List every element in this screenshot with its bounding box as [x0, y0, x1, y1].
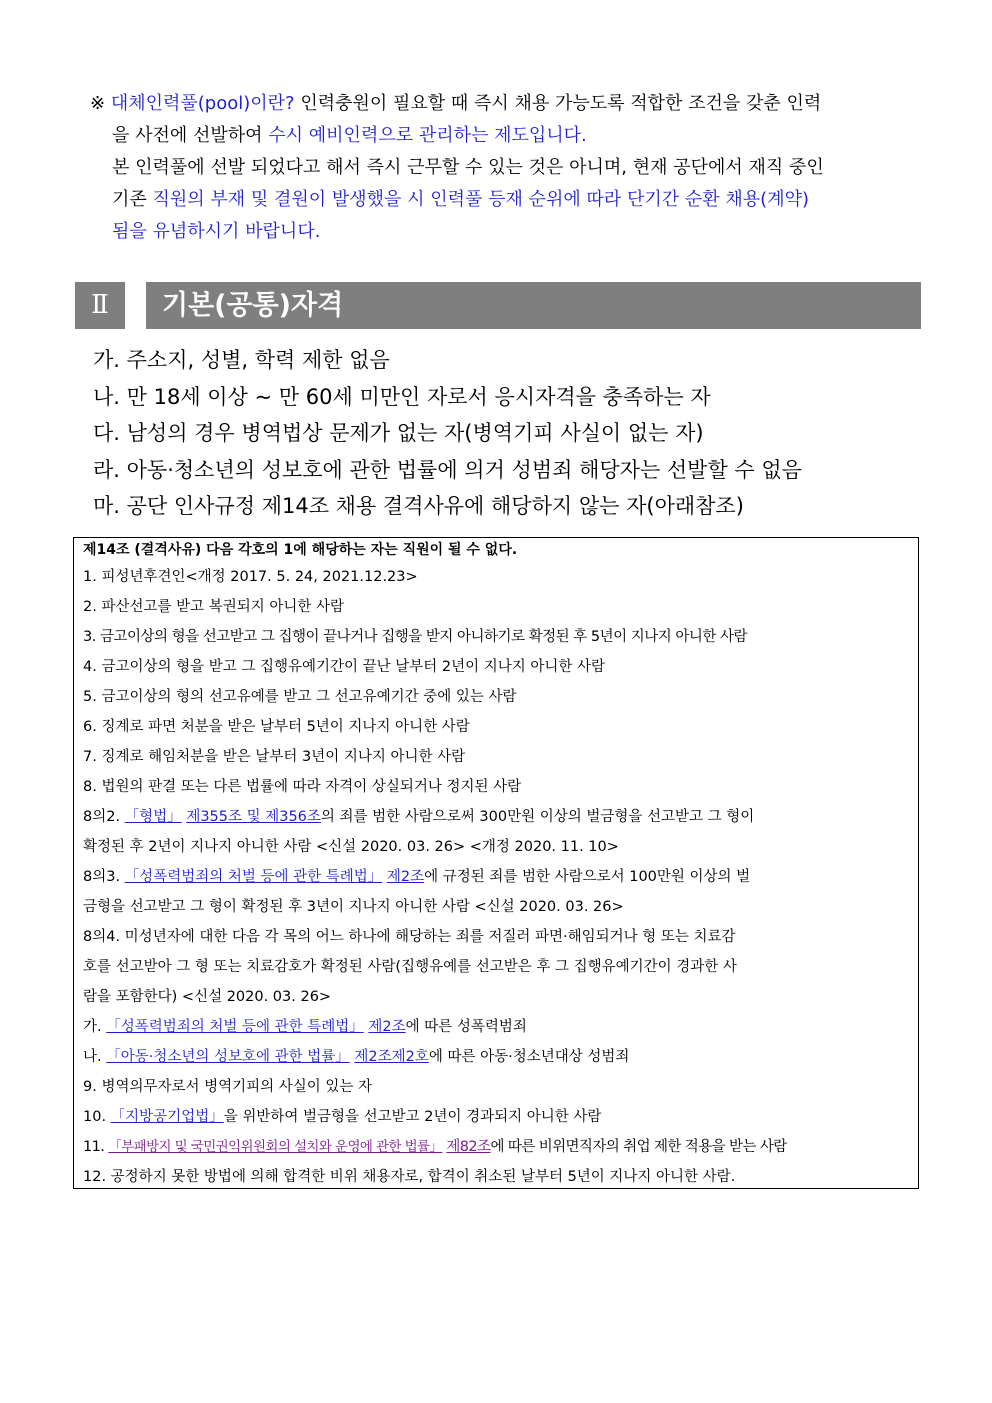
pool-notice [90, 88, 926, 248]
article-link-2[interactable]: 제2조 [386, 869, 425, 885]
disqualification-item: 8. 법원의 판결 또는 다른 법률에 따라 자격이 상실되거나 정지된 사람 [83, 779, 522, 795]
law-link-sexual-violence-act[interactable]: 「성폭력범죄의 처벌 등에 관한 특례법」 [106, 1019, 364, 1035]
sub-item-ga: 가. 「성폭력범죄의 처벌 등에 관한 특례법」 제2조에 따른 성폭력범죄 [83, 1019, 527, 1035]
notice-line-3: 본 인력풀에 선발 되었다고 해서 즉시 근무할 수 있는 것은 아니며, 현재 공단에서 재직 중인 [112, 157, 824, 178]
disqualification-item: 2. 파산선고를 받고 복권되지 아니한 사람 [83, 599, 344, 615]
disqualification-item: 5. 금고이상의 형의 선고유예를 받고 그 선고유예기간 중에 있는 사람 [83, 689, 517, 705]
section-title: 기본(공통)자격 [146, 282, 921, 329]
disqualification-item: 9. 병역의무자로서 병역기피의 사실이 있는 자 [83, 1079, 373, 1095]
law-link-youth-protection-act[interactable]: 「아동·청소년의 성보호에 관한 법률」 [106, 1049, 350, 1065]
qualification-item: 가. 주소지, 성별, 학력 제한 없음 [93, 348, 390, 372]
disqualification-item: 3. 금고이상의 형을 선고받고 그 집행이 끝나거나 집행을 받지 아니하기로 확정된 후 5년이 지나지 아니한 사람 [83, 629, 747, 645]
disqualification-item-8-3: 8의3. 「성폭력범죄의 처벌 등에 관한 특례법」 제2조에 규정된 죄를 범한 사람으로서 100만원 이상의 벌 [83, 869, 751, 885]
disqualification-item-11: 11. 「부패방지 및 국민권익위원회의 설치와 운영에 관한 법률」 제82조에 따른 비위면직자의 취업 제한 적용을 받는 사람 [83, 1139, 787, 1155]
article-link-2[interactable]: 제2조 [368, 1019, 406, 1035]
disqualification-item-8-2: 8의2. 「형법」 제355조 및 제356조의 죄를 범한 사람으로써 300만원 이상의 벌금형을 선고받고 그 형이 [83, 809, 755, 825]
article-link-82[interactable]: 제82조 [446, 1139, 491, 1155]
notice-line-1: ※ 대체인력풀(pool)이란? 인력충원이 필요할 때 즉시 채용 가능도록 적합한 조건을 갖춘 인력 [90, 93, 822, 114]
disqualification-item-8-4-cont: 람을 포함한다) <신설 2020. 03. 26> [83, 989, 332, 1005]
qualification-item: 라. 아동·청소년의 성보호에 관한 법률에 의거 성범죄 해당자는 선발할 수 없음 [93, 457, 802, 482]
qualification-item: 마. 공단 인사규정 제14조 채용 결격사유에 해당하지 않는 자(아래참조) [93, 494, 744, 518]
disqualification-item-8-4: 8의4. 미성년자에 대한 다음 각 목의 어느 하나에 해당하는 죄를 저질러 파면·해임되거나 형 또는 치료감 [83, 929, 736, 945]
disqualification-item-8-4-cont: 호를 선고받아 그 형 또는 치료감호가 확정된 사람(집행유예를 선고받은 후 그 집행유예기간이 경과한 사 [83, 959, 737, 975]
notice-line-4: 기존 직원의 부재 및 결원이 발생했을 시 인력풀 등재 순위에 따라 단기간 순환 채용(계약) [112, 189, 810, 210]
law-link-sexual-violence-act[interactable]: 「성폭력범죄의 처벌 등에 관한 특례법」 [124, 869, 383, 885]
law-link-local-public-enterprises-act[interactable]: 「지방공기업법」 [110, 1109, 224, 1125]
article-link-2-2[interactable]: 제2조제2호 [354, 1049, 429, 1065]
section-number: Ⅱ [75, 282, 125, 329]
sub-item-na: 나. 「아동·청소년의 성보호에 관한 법률」 제2조제2호에 따른 아동·청소년대상 성범죄 [83, 1049, 630, 1065]
law-link-anti-corruption-act[interactable]: 「부패방지 및 국민권익위원회의 설치와 운영에 관한 법률」 [108, 1139, 443, 1155]
notice-line-5: 됨을 유념하시기 바랍니다. [112, 221, 321, 242]
disqualification-item: 4. 금고이상의 형을 받고 그 집행유예기간이 끝난 날부터 2년이 지나지 아니한 사람 [83, 659, 605, 675]
qualification-item: 나. 만 18세 이상 ~ 만 60세 미만인 자로서 응시자격을 충족하는 자 [93, 384, 711, 409]
pool-definition-highlight: 대체인력풀(pool)이란? [110, 93, 295, 114]
box-header: 제14조 (결격사유) 다음 각호의 1에 해당하는 자는 직원이 될 수 없다. [83, 542, 518, 558]
disqualification-box [73, 537, 919, 1189]
disqualification-item: 12. 공정하지 못한 방법에 의해 합격한 비위 채용자로, 합격이 취소된 날부터 5년이 지나지 아니한 사람. [83, 1169, 736, 1185]
disqualification-item: 7. 징계로 해임처분을 받은 날부터 3년이 지나지 아니한 사람 [83, 749, 466, 765]
disqualification-item: 1. 피성년후견인<개정 2017. 5. 24, 2021.12.23> [83, 569, 418, 585]
law-link-criminal-act[interactable]: 「형법」 [124, 809, 182, 825]
disqualification-item-8-2-cont: 확정된 후 2년이 지나지 아니한 사람 <신설 2020. 03. 26> <개정 2020. 11. 10> [83, 839, 619, 855]
disqualification-item: 6. 징계로 파면 처분을 받은 날부터 5년이 지나지 아니한 사람 [83, 719, 470, 735]
qualification-list [93, 342, 802, 525]
disqualification-item-10: 10. 「지방공기업법」을 위반하여 벌금형을 선고받고 2년이 경과되지 아니한 사람 [83, 1109, 602, 1125]
notice-line-2: 을 사전에 선발하여 수시 예비인력으로 관리하는 제도입니다. [112, 125, 587, 146]
disqualification-item-8-3-cont: 금형을 선고받고 그 형이 확정된 후 3년이 지나지 아니한 사람 <신설 2020. 03. 26> [83, 899, 624, 915]
qualification-item: 다. 남성의 경우 병역법상 문제가 없는 자(병역기피 사실이 없는 자) [93, 421, 704, 445]
article-link-355-356[interactable]: 제355조 및 제356조 [186, 809, 321, 825]
